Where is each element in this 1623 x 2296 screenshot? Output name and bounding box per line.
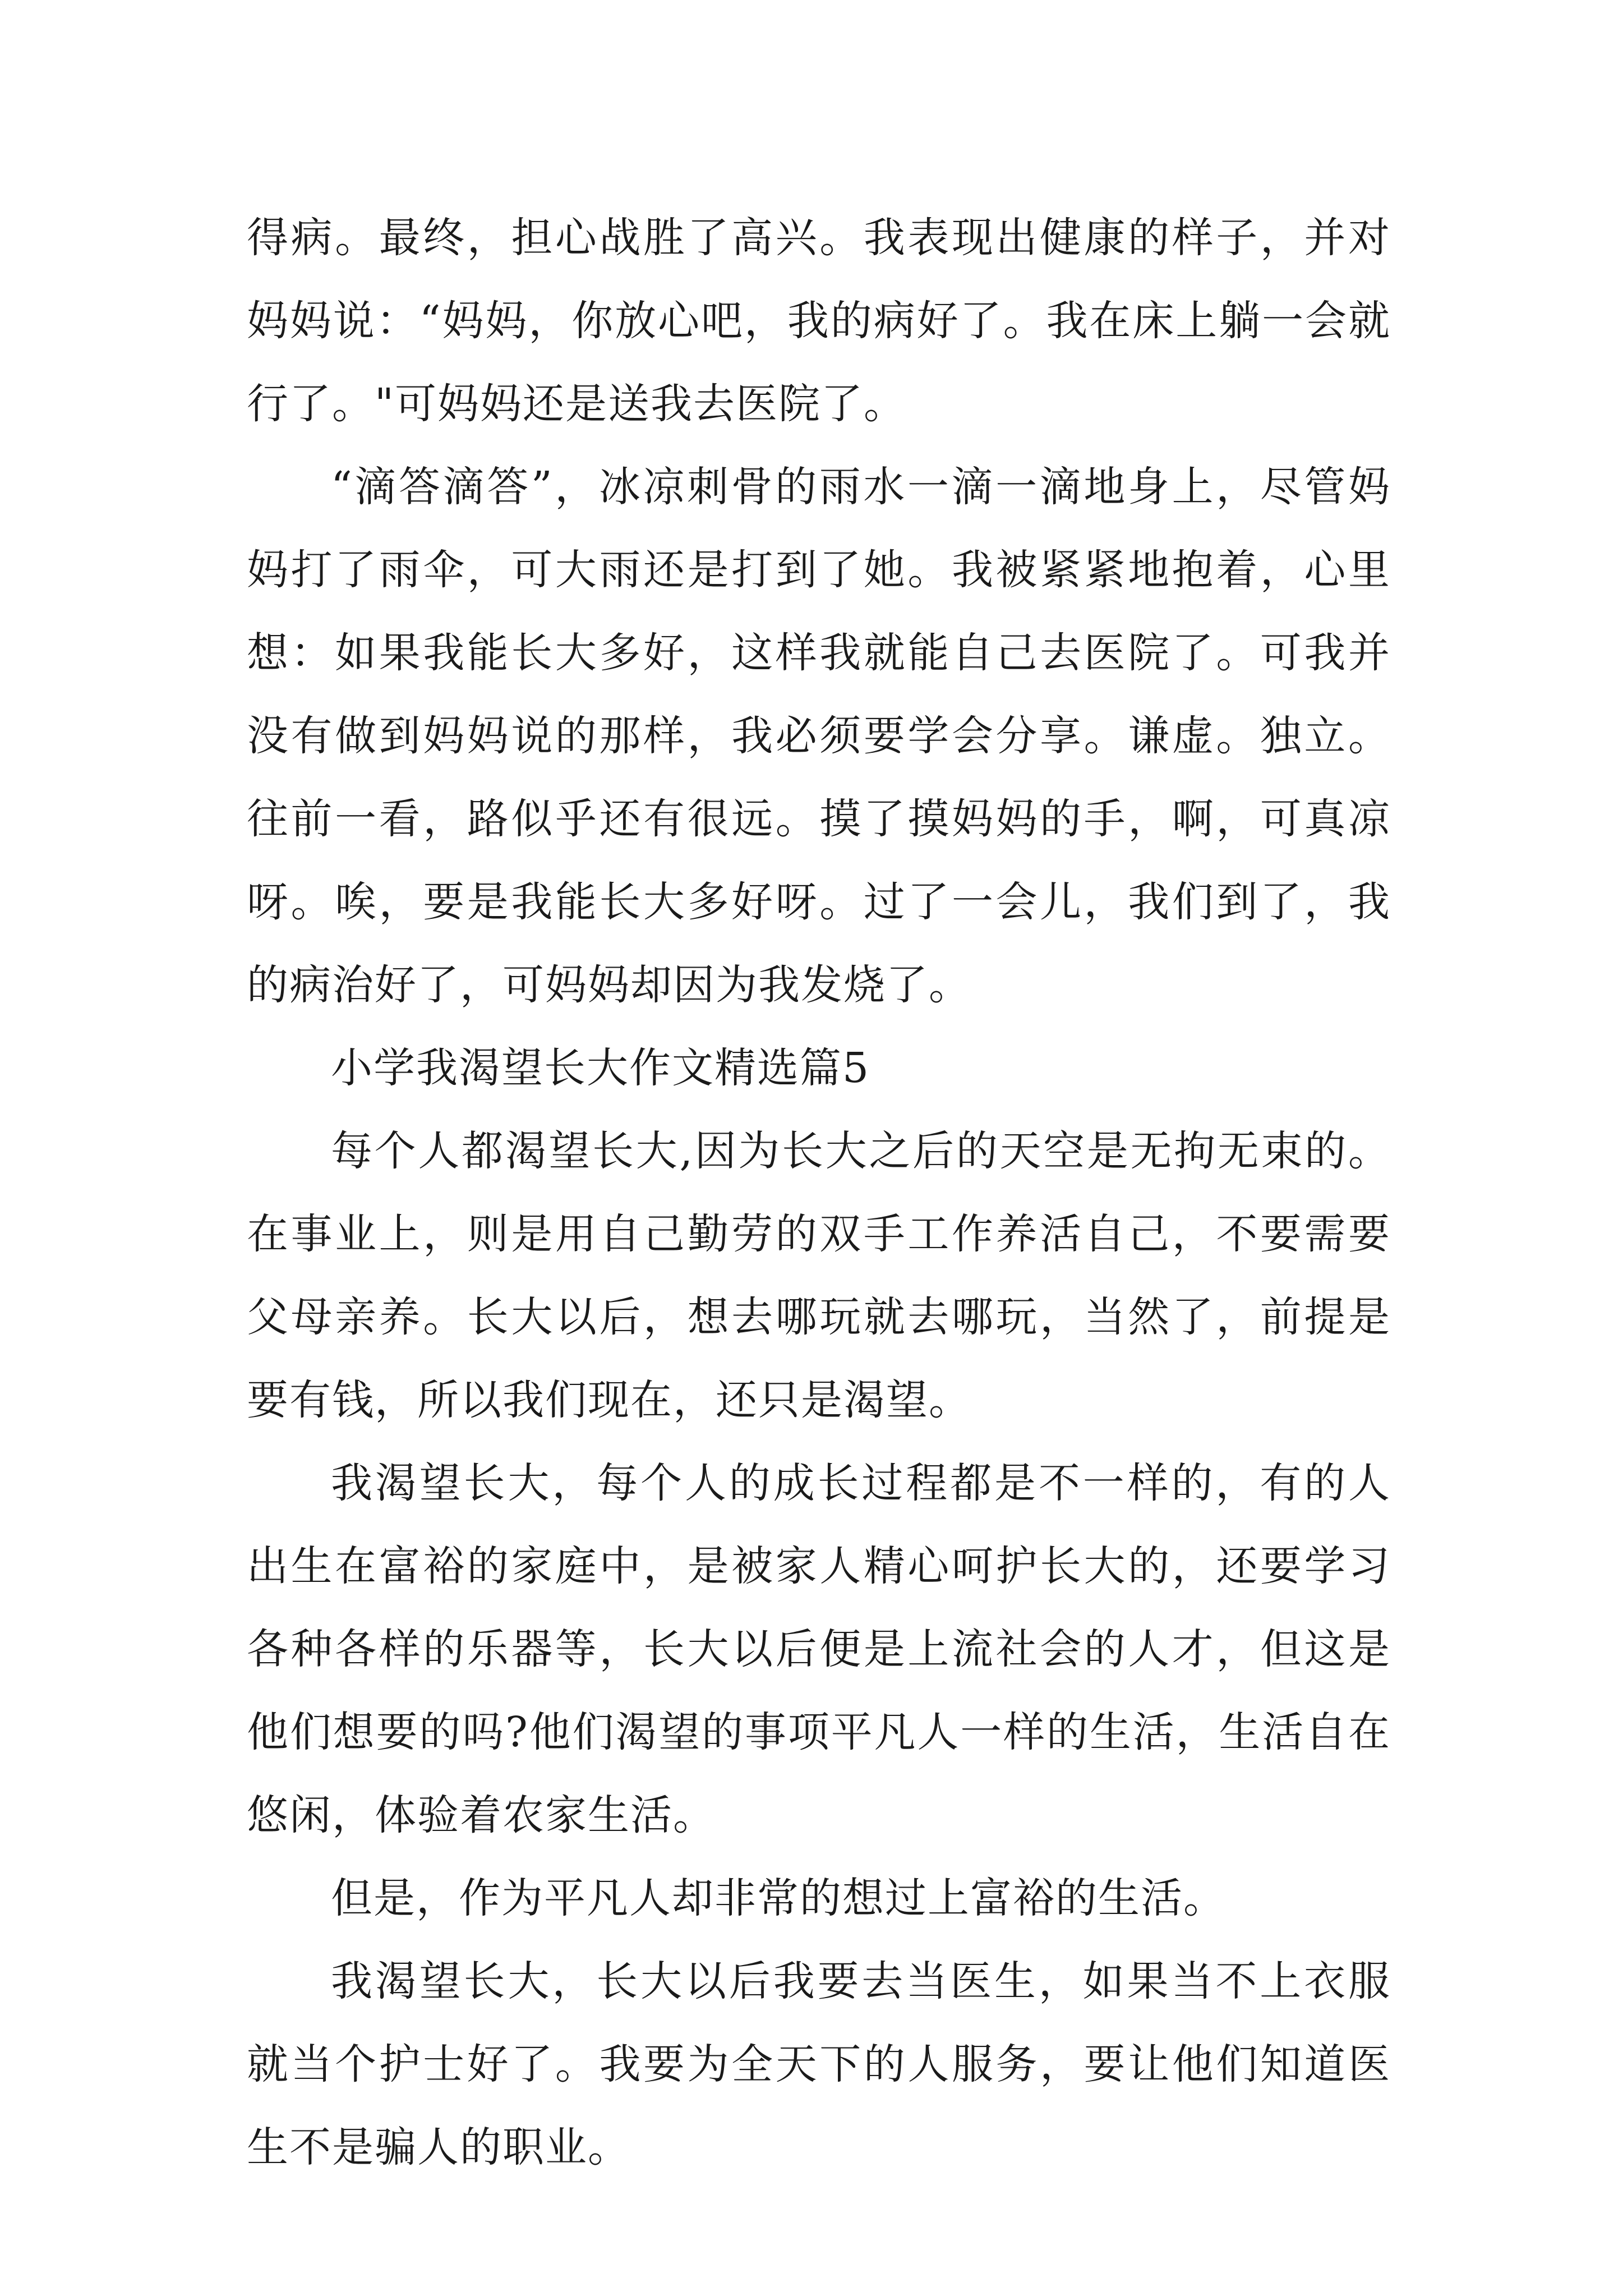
document-body [247,196,1391,2189]
paragraph-doctor-dream: 我渴望长大，长大以后我要去当医生，如果当不上衣服就当个护士好了。我要为全天下的人服务，要让他们知道医生不是骗人的职业。 [247,1957,1391,2171]
paragraph-growth-process: 我渴望长大，每个人的成长过程都是不一样的，有的人出生在富裕的家庭中，是被家人精心呵护长大的，还要学习各种各样的乐器等，长大以后便是上流社会的人才，但这是他们想要的吗?他们渴望的事项平凡人一样的生活，生活自在悠闲，体验着农家生活。 [247,1459,1391,1839]
paragraph-rain: “滴答滴答”，冰凉刺骨的雨水一滴一滴地身上，尽管妈妈打了雨伞，可大雨还是打到了她。我被紧紧地抱着，心里想：如果我能长大多好，这样我就能自己去医院了。可我并没有做到妈妈说的那样，我必须要学会分享。谦虚。独立。往前一看，路似乎还有很远。摸了摸妈妈的手，啊，可真凉呀。唉，要是我能长大多好呀。过了一会儿，我们到了，我的病治好了，可妈妈却因为我发烧了。 [247,463,1391,1009]
paragraph-continuation: 得病。最终，担心战胜了高兴。我表现出健康的样子，并对妈妈说：“妈妈，你放心吧，我的病好了。我在床上躺一会就行了。"可妈妈还是送我去医院了。 [247,214,1391,428]
paragraph-everyone-wants-to-grow: 每个人都渴望长大,因为长大之后的天空是无拘无束的。在事业上，则是用自己勤劳的双手工作养活自己，不要需要父母亲养。长大以后，想去哪玩就去哪玩，当然了，前提是要有钱，所以我们现在，还只是渴望。 [247,1127,1391,1424]
section-heading: 小学我渴望长大作文精选篇5 [331,1044,870,1092]
paragraph-ordinary-people: 但是，作为平凡人却非常的想过上富裕的生活。 [331,1874,1226,1922]
